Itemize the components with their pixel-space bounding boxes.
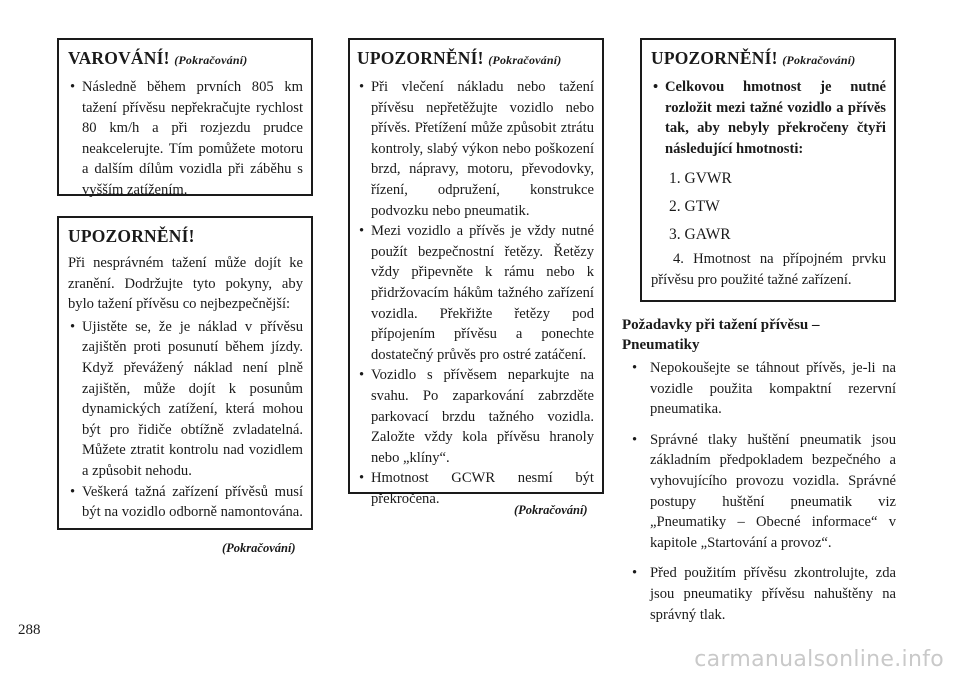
list-item: • Vozidlo s přívěsem neparkujte na svahu. Po zaparkování zabrzděte parkovací brzdu tažného vozidla. Založte vždy kola přívěsu hranoly nebo „klíny“. — [359, 367, 594, 466]
list-item: 2. GTW — [669, 198, 720, 216]
caution-title: UPOZORNĚNÍ! — [651, 48, 778, 68]
continued-footer: (Pokračování) — [514, 503, 588, 517]
continued-label: (Pokračování) — [174, 53, 248, 67]
list-item: 3. GAWR — [669, 226, 731, 244]
list-item: • Následně během prvních 805 km tažení přívěsu nepřekračujte rychlost 80 km/h a při rozjezdu prudce neakcelerujte. Tím pomůžete motoru a dalším dílům vozidla při záběhu s vyšším zatížením. — [70, 79, 303, 198]
column-2 — [348, 38, 604, 507]
list-item-tail: 4. Hmotnost na přípojném prvku přívěsu pro použité tažné zařízení. — [651, 251, 886, 288]
weight-list — [651, 165, 886, 249]
caution-title: UPOZORNĚNÍ! — [357, 48, 484, 68]
list-item: • Před použitím přívěsu zkontrolujte, zda jsou pneumatiky přívěsu nahuštěny na správný tlak. — [632, 565, 896, 623]
list-item: 1. GVWR — [669, 170, 732, 188]
list-item: • Mezi vozidlo a přívěs je vždy nutné použít bezpečnostní řetězy. Řetězy vždy připevněte k rámu nebo k přidržovacím hákům tažného zařízení vozidla. Překřižte řetězy pod přípojením přívěsu a ponechte dostatečný průvěs pro ostré zatáčení. — [359, 223, 594, 363]
caution-box — [348, 38, 604, 507]
caution-intro: Při nesprávném tažení může dojít ke zranění. Dodržujte tyto pokyny, aby bylo tažení přívěsu co nejbezpečnější: — [68, 255, 303, 313]
continued-label: (Pokračování) — [782, 53, 856, 67]
caution-title-line — [357, 47, 594, 71]
bullet-list — [651, 77, 886, 159]
bullet-list — [68, 317, 303, 523]
list-item: • Ujistěte se, že je náklad v přívěsu zajištěn proti posunutí během jízdy. Když převážený náklad není plně zajištěn, může dojít k posunům dynamických zatížení, která mohou být pro řidiče obtížně zvladatelná. Můžete ztratit kontrolu nad vozidlem a způsobit nehodu. — [70, 318, 303, 479]
section-heading: Požadavky při tažení přívěsu – Pneumatiky — [622, 317, 820, 353]
list-item: • Při vlečení nákladu nebo tažení přívěsu nepřetěžujte vozidlo nebo přívěs. Přetížení může způsobit ztrátu kontroly, slabý výkon nebo poškození brzd, nápravy, motoru, převodovky, řízení, odpružení, konstrukce podvozku nebo pneumatik. — [359, 79, 594, 219]
bullet-list — [357, 77, 594, 509]
bullet-list — [68, 77, 303, 201]
warning-title-line — [68, 47, 303, 71]
list-item: • Nepokoušejte se táhnout přívěs, je-li na vozidle použita kompaktní rezervní pneumatika. — [632, 360, 896, 418]
list-item: • Veškerá tažná zařízení přívěsů musí být na vozidlo odborně namontována. — [70, 483, 303, 521]
continued-footer: (Pokračování) — [222, 541, 296, 555]
list-item: • Hmotnost GCWR nesmí být překročena. — [359, 470, 594, 507]
caution-box — [640, 38, 896, 302]
list-item: • Správné tlaky huštění pneumatik jsou základním předpokladem bezpečného a vyhovujícího provozu vozidla. Správné postupy huštění pneumatik viz „Pneumatiky – Obecné informace“ v kapitole „Startování a provoz“. — [632, 431, 896, 551]
column-3 — [640, 38, 896, 302]
tire-requirements-list — [622, 358, 896, 635]
warning-box — [57, 38, 313, 196]
warning-title: VAROVÁNÍ! — [68, 48, 170, 68]
column-1 — [57, 38, 313, 530]
caution-title: UPOZORNĚNÍ! — [68, 226, 195, 246]
page-number: 288 — [18, 622, 41, 638]
caution-title-line — [651, 47, 886, 71]
watermark: carmanualsonline.info — [694, 647, 944, 672]
caution-box — [57, 216, 313, 530]
list-item: • Celkovou hmotnost je nutné rozložit mezi tažné vozidlo a přívěs tak, aby nebyly překročeny čtyři následující hmotnosti: — [653, 79, 886, 157]
continued-label: (Pokračování) — [488, 53, 562, 67]
